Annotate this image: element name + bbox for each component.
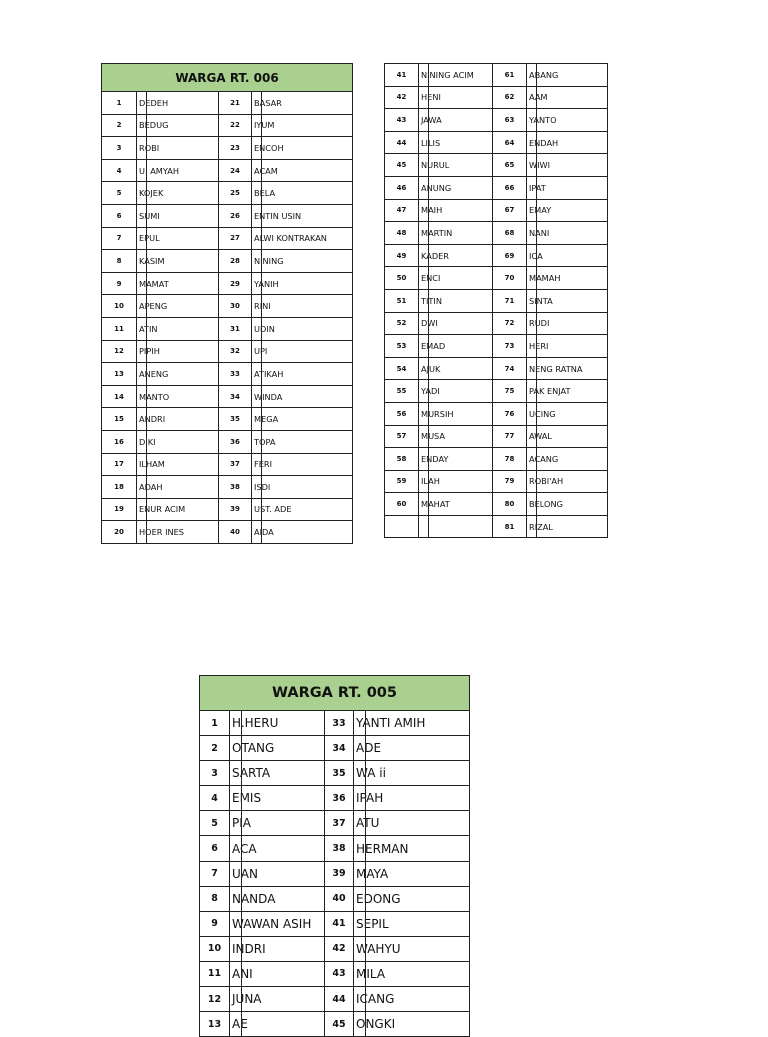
row-number: 79	[493, 470, 527, 493]
resident-name: ABANG	[527, 64, 608, 87]
table-row	[102, 227, 353, 250]
row-number: 70	[493, 267, 527, 290]
resident-name: HERMAN	[354, 836, 470, 861]
row-number: 46	[385, 176, 419, 199]
resident-name: IYUM	[252, 114, 353, 137]
resident-name: SUMI	[137, 204, 219, 227]
row-number: 5	[102, 182, 137, 205]
resident-name: ONGKI	[354, 1012, 470, 1037]
row-number: 59	[385, 470, 419, 493]
table-row	[102, 363, 353, 386]
row-number: 76	[493, 402, 527, 425]
row-number: 40	[325, 886, 354, 911]
row-number: 39	[219, 498, 252, 521]
resident-name: ROBI'AH	[527, 470, 608, 493]
table-row	[102, 408, 353, 431]
row-number: 77	[493, 425, 527, 448]
resident-name: ENDAH	[527, 131, 608, 154]
resident-name: ALWI KONTRAKAN	[252, 227, 353, 250]
resident-name: WIWI	[527, 154, 608, 177]
row-number: 9	[102, 272, 137, 295]
resident-name: SINTA	[527, 289, 608, 312]
row-number: 55	[385, 380, 419, 403]
row-number: 51	[385, 289, 419, 312]
row-number: 28	[219, 250, 252, 273]
resident-name: ACA	[230, 836, 325, 861]
resident-name: BELA	[252, 182, 353, 205]
resident-name: TITIN	[419, 289, 493, 312]
resident-name: MAHAT	[419, 493, 493, 516]
row-number: 41	[385, 64, 419, 87]
resident-name: ISDI	[252, 476, 353, 499]
table-row	[385, 312, 608, 335]
row-number: 7	[200, 861, 230, 886]
row-number: 11	[102, 317, 137, 340]
table-row	[200, 886, 470, 911]
resident-name: EMIS	[230, 786, 325, 811]
resident-name: MARTIN	[419, 222, 493, 245]
resident-name: UST. ADE	[252, 498, 353, 521]
row-number: 4	[102, 159, 137, 182]
row-number: 37	[219, 453, 252, 476]
table-row	[102, 385, 353, 408]
row-number: 58	[385, 448, 419, 471]
table-row	[200, 911, 470, 936]
table-row	[385, 335, 608, 358]
row-number: 43	[385, 109, 419, 132]
resident-name: WAHYU	[354, 936, 470, 961]
table-row	[200, 936, 470, 961]
row-number: 10	[200, 936, 230, 961]
resident-name: FERI	[252, 453, 353, 476]
row-number: 65	[493, 154, 527, 177]
row-number: 19	[102, 498, 137, 521]
table-row	[385, 289, 608, 312]
row-number: 2	[102, 114, 137, 137]
table-row	[200, 811, 470, 836]
resident-name: UCING	[527, 402, 608, 425]
resident-name: ACAM	[252, 159, 353, 182]
resident-name: MUSA	[419, 425, 493, 448]
row-number: 35	[219, 408, 252, 431]
resident-name: H.HERU	[230, 711, 325, 736]
table-row	[385, 357, 608, 380]
row-number: 18	[102, 476, 137, 499]
row-number: 75	[493, 380, 527, 403]
row-number: 36	[219, 430, 252, 453]
row-number: 33	[325, 711, 354, 736]
resident-name: BASAR	[252, 92, 353, 115]
row-number: 78	[493, 448, 527, 471]
row-number: 12	[102, 340, 137, 363]
row-number: 7	[102, 227, 137, 250]
table-row	[102, 476, 353, 499]
resident-name: ENUR ACIM	[137, 498, 219, 521]
row-number: 30	[219, 295, 252, 318]
resident-name: ATIKAH	[252, 363, 353, 386]
table-row	[385, 64, 608, 87]
resident-name: NANI	[527, 222, 608, 245]
row-number: 25	[219, 182, 252, 205]
row-number: 6	[200, 836, 230, 861]
table-row	[102, 159, 353, 182]
row-number: 42	[385, 86, 419, 109]
row-number: 6	[102, 204, 137, 227]
table-row	[102, 272, 353, 295]
resident-name: ACANG	[527, 448, 608, 471]
row-number: 40	[219, 521, 252, 544]
table-row	[385, 244, 608, 267]
table-row	[385, 222, 608, 245]
row-number: 32	[219, 340, 252, 363]
table-row	[102, 250, 353, 273]
resident-name: WA ii	[354, 761, 470, 786]
row-number: 9	[200, 911, 230, 936]
row-number: 62	[493, 86, 527, 109]
resident-name: HENI	[419, 86, 493, 109]
table-row	[385, 515, 608, 538]
row-number: 60	[385, 493, 419, 516]
resident-name: EPUL	[137, 227, 219, 250]
resident-name: ADAH	[137, 476, 219, 499]
resident-name: HERI	[527, 335, 608, 358]
row-number: 17	[102, 453, 137, 476]
row-number: 26	[219, 204, 252, 227]
resident-name: INDRI	[230, 936, 325, 961]
resident-name: MAIH	[419, 199, 493, 222]
row-number: 41	[325, 911, 354, 936]
resident-name: WAWAN ASIH	[230, 911, 325, 936]
row-number: 12	[200, 987, 230, 1012]
rt006-title: WARGA RT. 006	[102, 64, 353, 92]
row-number: 67	[493, 199, 527, 222]
row-number: 35	[325, 761, 354, 786]
row-number: 4	[200, 786, 230, 811]
resident-name: ANI	[230, 961, 325, 986]
row-number: 50	[385, 267, 419, 290]
resident-name: HOER INES	[137, 521, 219, 544]
row-number: 64	[493, 131, 527, 154]
table-row	[385, 176, 608, 199]
resident-name: SARTA	[230, 761, 325, 786]
table-row	[102, 498, 353, 521]
table-row	[200, 786, 470, 811]
resident-name	[419, 515, 493, 538]
row-number: 49	[385, 244, 419, 267]
row-number: 1	[102, 92, 137, 115]
resident-name: EMAD	[419, 335, 493, 358]
resident-name: KOJEK	[137, 182, 219, 205]
resident-name: ROBI	[137, 137, 219, 160]
resident-name: YANTI AMIH	[354, 711, 470, 736]
resident-name: PAK ENJAT	[527, 380, 608, 403]
resident-name: MEGA	[252, 408, 353, 431]
table-row	[102, 137, 353, 160]
resident-name: BEDUG	[137, 114, 219, 137]
table-row	[385, 109, 608, 132]
resident-name: UDIN	[252, 317, 353, 340]
table-row	[385, 402, 608, 425]
table-row	[200, 836, 470, 861]
table-row	[102, 453, 353, 476]
resident-name: ENCI	[419, 267, 493, 290]
resident-name: MAMAH	[527, 267, 608, 290]
resident-name: PIPIH	[137, 340, 219, 363]
table-row	[200, 711, 470, 736]
row-number: 3	[200, 761, 230, 786]
table-row	[102, 430, 353, 453]
table-row	[200, 736, 470, 761]
row-number: 13	[102, 363, 137, 386]
resident-name: UAN	[230, 861, 325, 886]
resident-name: ATU	[354, 811, 470, 836]
table-row	[385, 448, 608, 471]
row-number: 22	[219, 114, 252, 137]
resident-name: MURSIH	[419, 402, 493, 425]
resident-name: PIA	[230, 811, 325, 836]
resident-name: UPI	[252, 340, 353, 363]
row-number: 11	[200, 961, 230, 986]
resident-name: MILA	[354, 961, 470, 986]
table-row	[200, 861, 470, 886]
resident-name: EDONG	[354, 886, 470, 911]
resident-name: ENTIN USIN	[252, 204, 353, 227]
resident-name: ANUNG	[419, 176, 493, 199]
row-number: 43	[325, 961, 354, 986]
row-number: 80	[493, 493, 527, 516]
table-row	[385, 493, 608, 516]
row-number: 56	[385, 402, 419, 425]
row-number: 14	[102, 385, 137, 408]
row-number: 34	[219, 385, 252, 408]
resident-name: IPAT	[527, 176, 608, 199]
resident-name: KASIM	[137, 250, 219, 273]
rt006-table-left	[101, 63, 353, 544]
row-number: 45	[325, 1012, 354, 1037]
row-number: 2	[200, 736, 230, 761]
resident-name: DWI	[419, 312, 493, 335]
resident-name: KADER	[419, 244, 493, 267]
row-number: 61	[493, 64, 527, 87]
row-number: 10	[102, 295, 137, 318]
table-row	[385, 86, 608, 109]
resident-name: WINDA	[252, 385, 353, 408]
table-row	[385, 267, 608, 290]
rt005-table	[199, 675, 470, 1037]
resident-name: MAYA	[354, 861, 470, 886]
resident-name: OTANG	[230, 736, 325, 761]
resident-name: ADE	[354, 736, 470, 761]
table-row	[102, 204, 353, 227]
row-number: 13	[200, 1012, 230, 1037]
row-number: 71	[493, 289, 527, 312]
resident-name: MANTO	[137, 385, 219, 408]
row-number: 8	[200, 886, 230, 911]
table-row	[102, 317, 353, 340]
resident-name: AAM	[527, 86, 608, 109]
resident-name: RUDI	[527, 312, 608, 335]
row-number: 34	[325, 736, 354, 761]
row-number: 24	[219, 159, 252, 182]
resident-name: JUNA	[230, 987, 325, 1012]
row-number: 21	[219, 92, 252, 115]
row-number: 42	[325, 936, 354, 961]
table-row	[102, 182, 353, 205]
table-row	[102, 295, 353, 318]
row-number: 38	[219, 476, 252, 499]
row-number: 8	[102, 250, 137, 273]
table-row	[385, 425, 608, 448]
row-number: 27	[219, 227, 252, 250]
resident-name: ILHAM	[137, 453, 219, 476]
row-number: 33	[219, 363, 252, 386]
resident-name: TOPA	[252, 430, 353, 453]
row-number	[385, 515, 419, 538]
resident-name: NINING ACIM	[419, 64, 493, 87]
resident-name: APENG	[137, 295, 219, 318]
row-number: 74	[493, 357, 527, 380]
resident-name: NENG RATNA	[527, 357, 608, 380]
resident-name: ENCOH	[252, 137, 353, 160]
resident-name: U. AMYAH	[137, 159, 219, 182]
row-number: 68	[493, 222, 527, 245]
row-number: 54	[385, 357, 419, 380]
row-number: 38	[325, 836, 354, 861]
row-number: 29	[219, 272, 252, 295]
resident-name: AWAL	[527, 425, 608, 448]
row-number: 20	[102, 521, 137, 544]
row-number: 3	[102, 137, 137, 160]
resident-name: ICA	[527, 244, 608, 267]
row-number: 72	[493, 312, 527, 335]
row-number: 31	[219, 317, 252, 340]
table-row	[385, 199, 608, 222]
resident-name: AIDA	[252, 521, 353, 544]
resident-name: NURUL	[419, 154, 493, 177]
resident-name: NINING	[252, 250, 353, 273]
row-number: 57	[385, 425, 419, 448]
resident-name: LILIS	[419, 131, 493, 154]
resident-name: IPAH	[354, 786, 470, 811]
row-number: 48	[385, 222, 419, 245]
row-number: 45	[385, 154, 419, 177]
row-number: 15	[102, 408, 137, 431]
table-row	[385, 380, 608, 403]
table-row	[102, 521, 353, 544]
row-number: 69	[493, 244, 527, 267]
rt005-title: WARGA RT. 005	[200, 676, 470, 711]
row-number: 73	[493, 335, 527, 358]
table-row	[102, 114, 353, 137]
resident-name: MAMAT	[137, 272, 219, 295]
resident-name: DEDEH	[137, 92, 219, 115]
resident-name: AJUK	[419, 357, 493, 380]
table-row	[200, 987, 470, 1012]
row-number: 47	[385, 199, 419, 222]
table-row	[102, 92, 353, 115]
resident-name: ICANG	[354, 987, 470, 1012]
resident-name: SEPIL	[354, 911, 470, 936]
table-row	[102, 340, 353, 363]
resident-name: ANENG	[137, 363, 219, 386]
row-number: 53	[385, 335, 419, 358]
row-number: 44	[385, 131, 419, 154]
table-row	[385, 131, 608, 154]
table-row	[200, 1012, 470, 1037]
table-row	[200, 761, 470, 786]
row-number: 16	[102, 430, 137, 453]
row-number: 66	[493, 176, 527, 199]
resident-name: AE	[230, 1012, 325, 1037]
resident-name: JAWA	[419, 109, 493, 132]
table-row	[385, 154, 608, 177]
resident-name: YANTO	[527, 109, 608, 132]
table-row	[200, 961, 470, 986]
table-row	[385, 470, 608, 493]
resident-name: NANDA	[230, 886, 325, 911]
resident-name: ATIN	[137, 317, 219, 340]
row-number: 52	[385, 312, 419, 335]
resident-name: ILAH	[419, 470, 493, 493]
resident-name: BELONG	[527, 493, 608, 516]
row-number: 37	[325, 811, 354, 836]
row-number: 36	[325, 786, 354, 811]
row-number: 81	[493, 515, 527, 538]
resident-name: RIZAL	[527, 515, 608, 538]
row-number: 1	[200, 711, 230, 736]
resident-name: ANDRI	[137, 408, 219, 431]
row-number: 23	[219, 137, 252, 160]
row-number: 63	[493, 109, 527, 132]
row-number: 39	[325, 861, 354, 886]
row-number: 5	[200, 811, 230, 836]
resident-name: ENDAY	[419, 448, 493, 471]
resident-name: RINI	[252, 295, 353, 318]
resident-name: DIKI	[137, 430, 219, 453]
resident-name: YADI	[419, 380, 493, 403]
row-number: 44	[325, 987, 354, 1012]
resident-name: EMAY	[527, 199, 608, 222]
resident-name: YANIH	[252, 272, 353, 295]
rt006-table-right	[384, 63, 608, 538]
